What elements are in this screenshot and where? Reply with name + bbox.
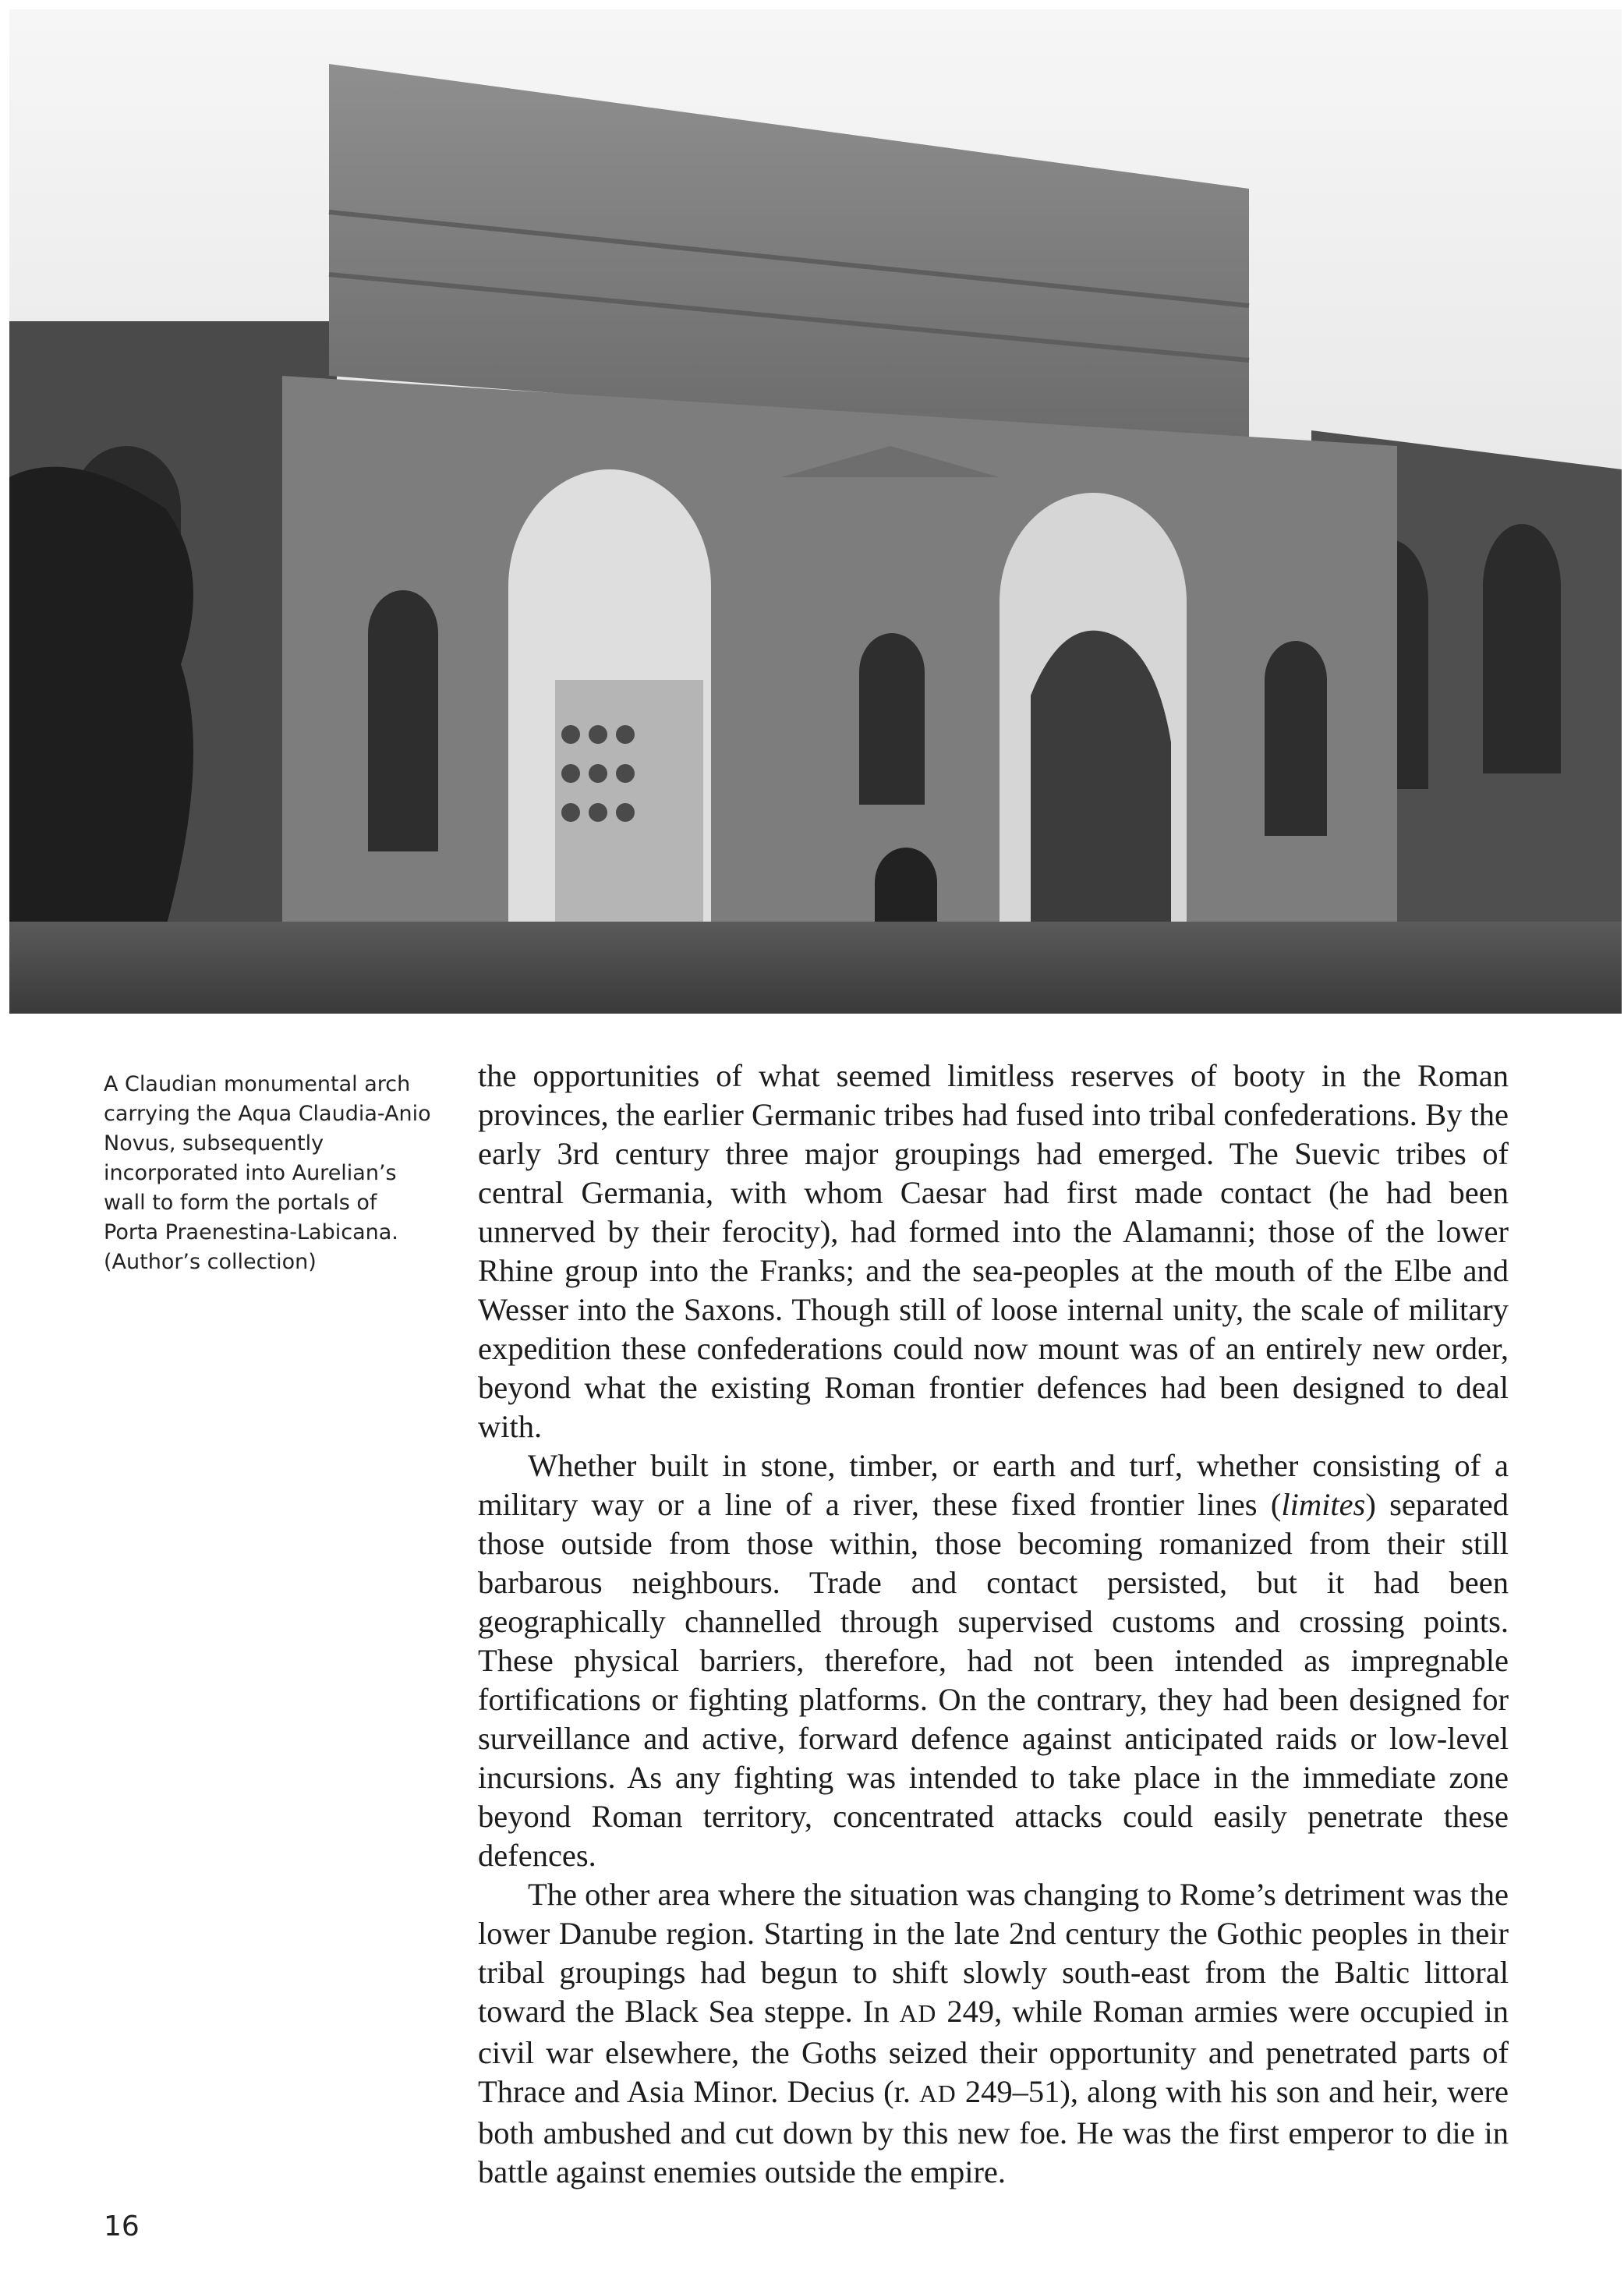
paragraph-3-part-b: 249, while Roman armies were occupied in civil war elsewhere, the Goths seized their opportunity and penetrated parts of Thrace and Asia Minor. Decius (r. bbox=[478, 1994, 1509, 2109]
era-abbreviation: AD bbox=[919, 2080, 957, 2108]
body-text bbox=[478, 1057, 1509, 2192]
paragraph-1: the opportunities of what seemed limitless reserves of booty in the Roman provinces, the earlier Germanic tribes had fused into tribal confederations. By the early 3rd century three major groupings had emerged. The Suevic tribes of central Germania, with whom Caesar had first made contact (he had been unnerved by their ferocity), had formed into the Alamanni; those of the lower Rhine group into the Franks; and the sea-peoples at the mouth of the Elbe and Wesser into the Saxons. Though still of loose internal unity, the scale of military expedition these confederations could now mount was of an entirely new order, beyond what the existing Roman frontier defences had been designed to deal with. bbox=[478, 1058, 1509, 1444]
page-number: 16 bbox=[104, 2211, 140, 2242]
era-abbreviation: AD bbox=[899, 2000, 937, 2027]
roman-arch-photograph-icon bbox=[9, 9, 1622, 1014]
caption-line: Novus, subsequently bbox=[104, 1131, 324, 1156]
caption-line: carrying the Aqua Claudia-Anio bbox=[104, 1102, 431, 1126]
caption-line: A Claudian monumental arch bbox=[104, 1072, 411, 1096]
caption-line: incorporated into Aurelian’s bbox=[104, 1161, 397, 1185]
paragraph-2-part-a: Whether built in stone, timber, or earth and turf, whether consisting of a military way or a line of a river, these fixed frontier lines ( bbox=[478, 1448, 1509, 1522]
arch-photograph bbox=[9, 9, 1622, 1014]
caption-line: wall to form the portals of bbox=[104, 1191, 377, 1215]
caption-line: (Author’s collection) bbox=[104, 1250, 317, 1274]
paragraph-3-part-a: The other area where the situation was changing to Rome’s detriment was the lower Danube region. Starting in the late 2nd century the Gothic peoples in their tribal groupings had begun to shift slowly south-east from the Baltic littoral toward the Black Sea steppe. In bbox=[478, 1877, 1509, 2029]
limites-term: limites bbox=[1281, 1487, 1366, 1522]
paragraph-2 bbox=[478, 1446, 1509, 1875]
paragraph-3 bbox=[478, 1875, 1509, 2192]
paragraph-3-part-c: 249–51), along with his son and heir, were both ambushed and cut down by this new foe. He was the first emperor to die in battle against enemies outside the empire. bbox=[478, 2074, 1509, 2189]
caption-line: Porta Praenestina-Labicana. bbox=[104, 1220, 398, 1244]
paragraph-2-part-b: ) separated those outside from those within, those becoming romanized from their still barbarous neighbours. Trade and contact persisted, but it had been geographically channelled through supervised customs and crossing points. These physical barriers, therefore, had not been intended as impregnable fortifications or fighting platforms. On the contrary, they had been designed for surveillance and active, forward defence against anticipated raids or low-level incursions. As any fighting was intended to take place in the immediate zone beyond Roman territory, concentrated attacks could easily penetrate these defences. bbox=[478, 1487, 1509, 1873]
photo-caption bbox=[104, 1070, 431, 1277]
